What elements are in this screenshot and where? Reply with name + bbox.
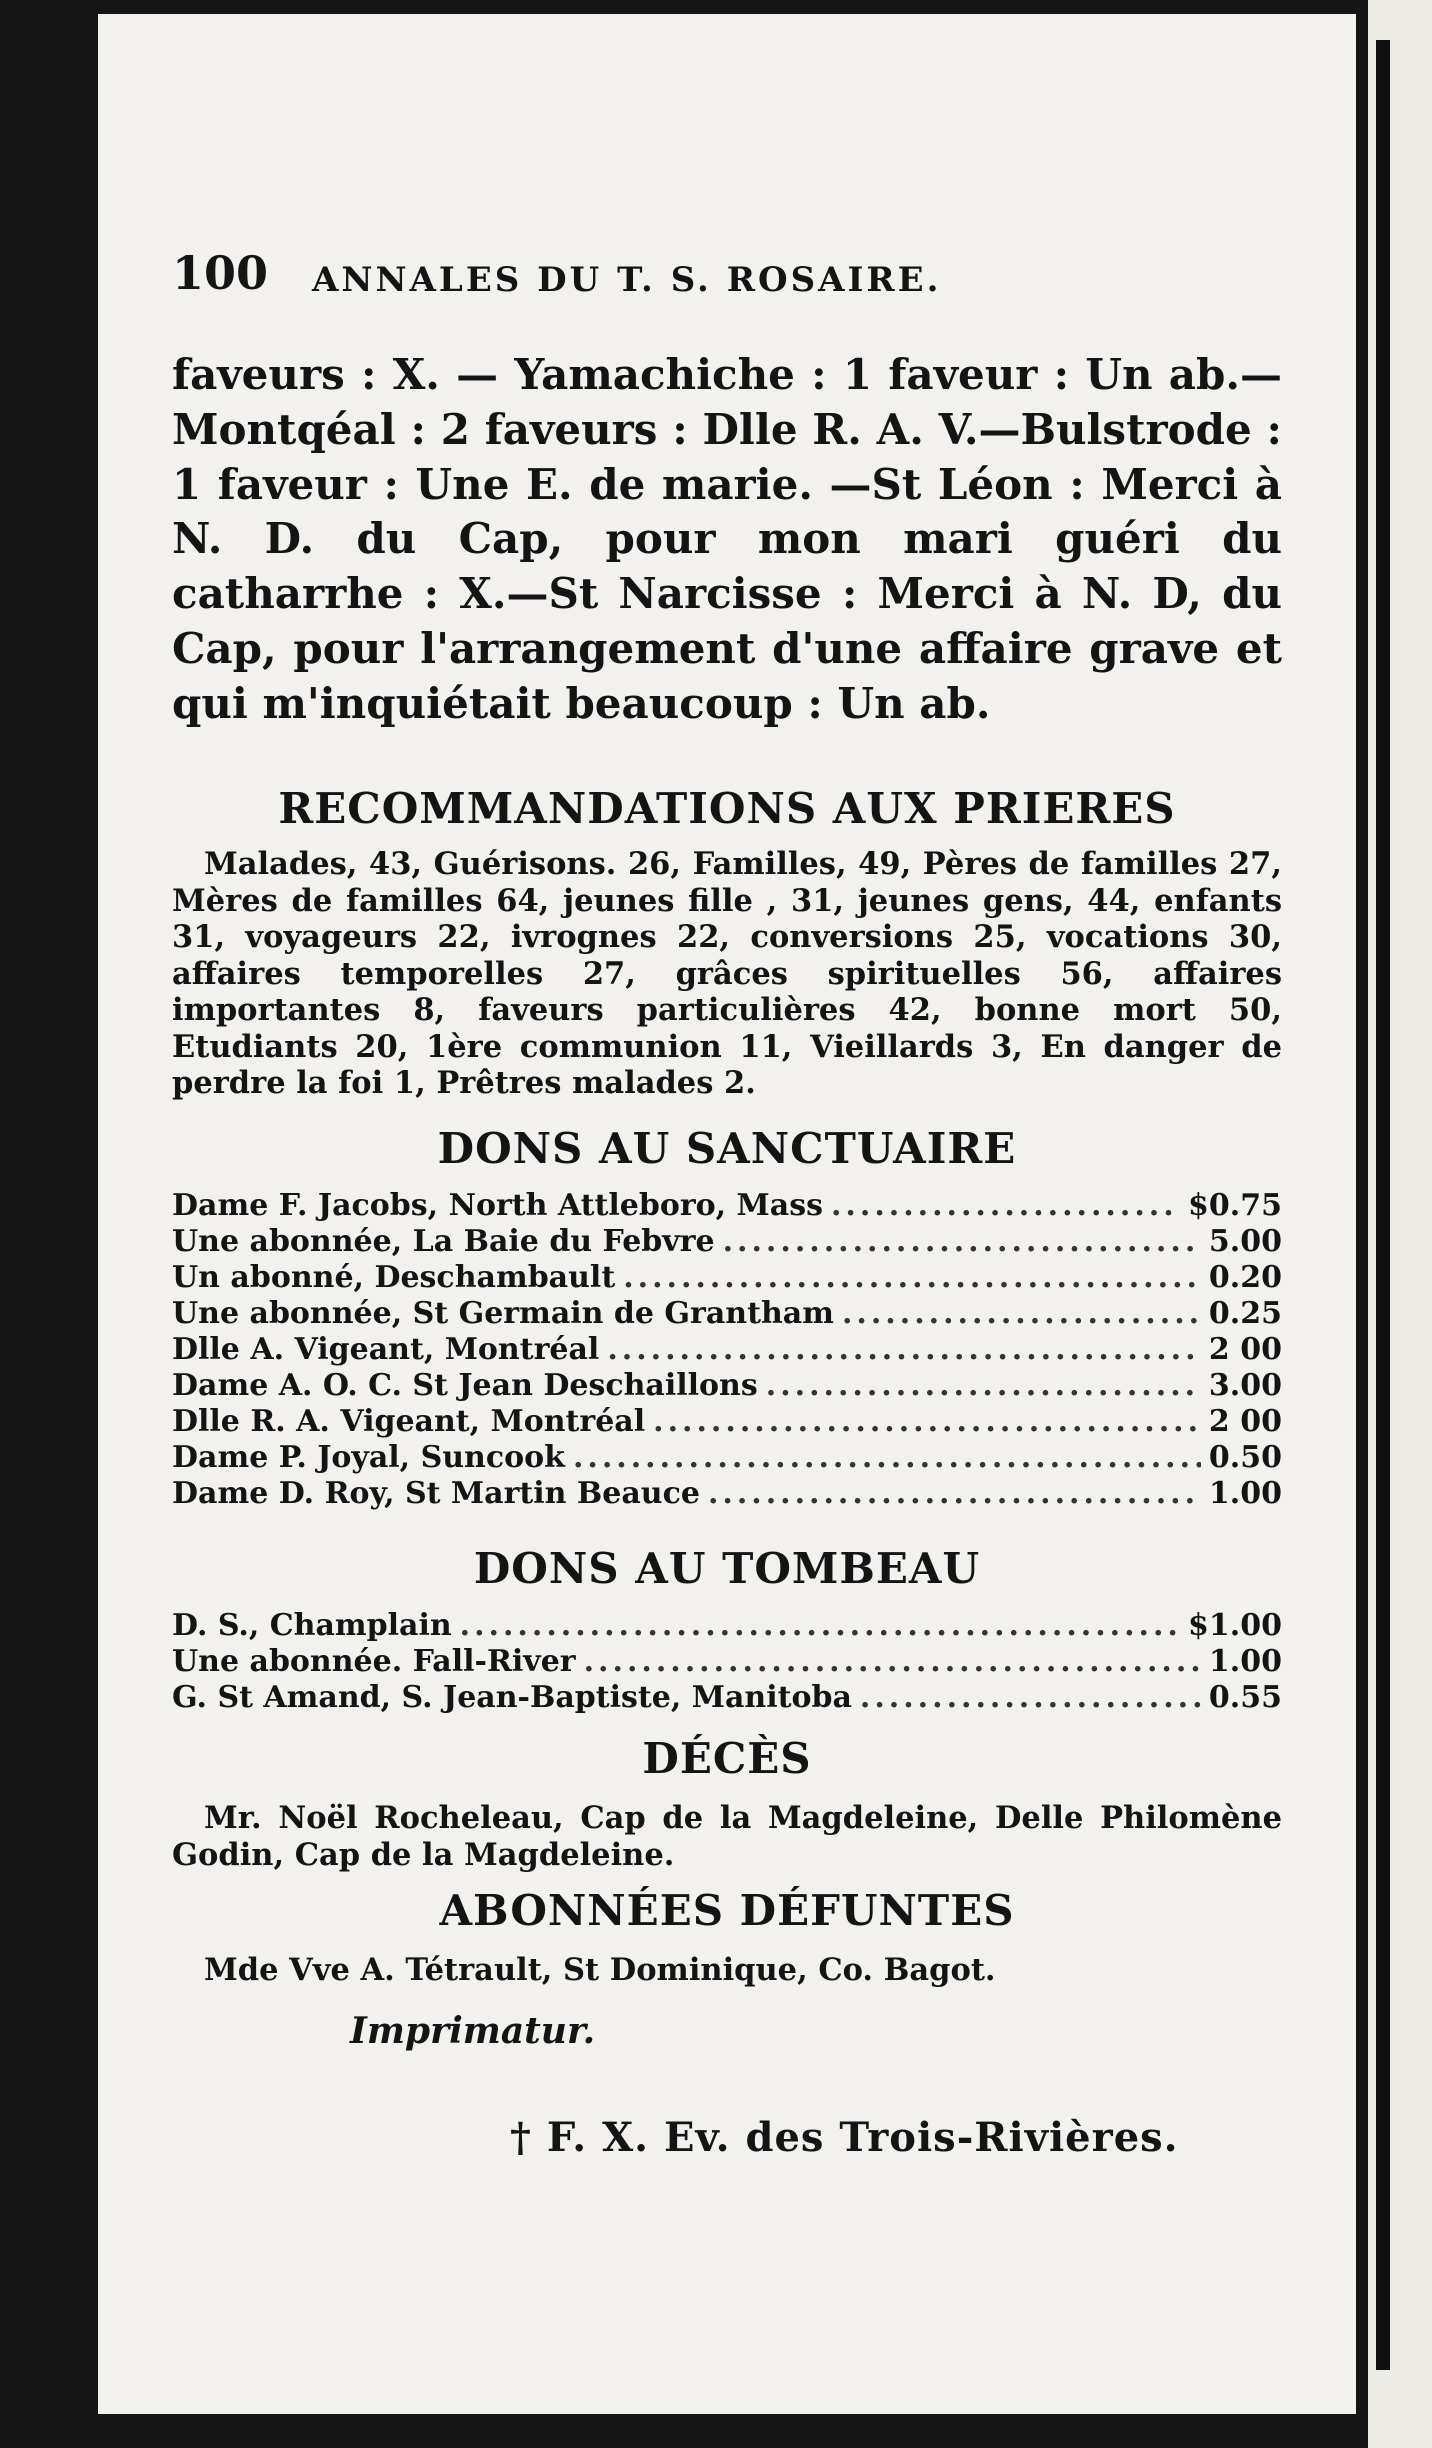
- deces-title: DÉCÈS: [642, 1734, 812, 1783]
- donor-name: Un abonné, Deschambault: [172, 1260, 616, 1295]
- leader-dots: [860, 1680, 1201, 1716]
- book-page: [98, 14, 1356, 2414]
- dons-tombeau-list: [172, 1608, 1282, 1716]
- dons-tombeau-title: DONS AU TOMBEAU: [473, 1544, 981, 1593]
- recommandations-title: RECOMMANDATIONS AUX PRIERES: [278, 784, 1176, 833]
- donor-name: Une abonnée, La Baie du Febvre: [172, 1224, 715, 1259]
- donation-amount: 0.25: [1208, 1296, 1282, 1331]
- don-row: [172, 1296, 1282, 1332]
- donation-amount: 2 00: [1208, 1332, 1282, 1367]
- don-row: [172, 1260, 1282, 1296]
- donor-name: Dame A. O. C. St Jean Deschaillons: [172, 1368, 758, 1403]
- leader-dots: [723, 1224, 1201, 1260]
- don-row: [172, 1644, 1282, 1680]
- don-row: [172, 1608, 1282, 1644]
- donation-amount: 5.00: [1208, 1224, 1282, 1259]
- abonnees-defuntes-text: Mde Vve A. Tétrault, St Dominique, Co. Bagot.: [204, 1952, 996, 1988]
- don-row: [172, 1476, 1282, 1512]
- donation-amount: 1.00: [1208, 1476, 1282, 1511]
- donor-name: Une abonnée. Fall-River: [172, 1644, 576, 1679]
- leader-dots: [623, 1260, 1201, 1296]
- leader-dots: [842, 1296, 1201, 1332]
- dons-sanctuaire-list: [172, 1188, 1282, 1512]
- donor-name: Dame F. Jacobs, North Attleboro, Mass: [172, 1188, 823, 1223]
- donation-amount: $1.00: [1188, 1608, 1282, 1643]
- donation-amount: $0.75: [1188, 1188, 1282, 1223]
- faveurs-paragraph: faveurs : X. — Yamachiche : 1 faveur : Un ab.—Montqéal : 2 faveurs : Dlle R. A. V.—Bulstrode : 1 faveur : Une E. de marie. —St Léon : Merci à N. D. du Cap, pour mon mari guéri du catharrhe : X.—St Narcisse : Merci à N. D, du Cap, pour l'arrangement d'une affaire grave et qui m'inquiétait beaucoup : Un ab.: [172, 350, 1282, 728]
- recommandations-text: Malades, 43, Guérisons. 26, Familles, 49, Pères de familles 27, Mères de familles 64, jeunes fille , 31, jeunes gens, 44, enfants 31, voyageurs 22, ivrognes 22, conversions 25, vocations 30, affaires temporelles 27, grâces spirituelles 56, affaires importantes 8, faveurs particulières 42, bonne mort 50, Etudiants 20, 1ère communion 11, Vieillards 3, En danger de perdre la foi 1, Prêtres malades 2.: [172, 846, 1282, 1101]
- donation-amount: 3.00: [1208, 1368, 1282, 1403]
- donation-amount: 1.00: [1208, 1644, 1282, 1679]
- donor-name: Dame D. Roy, St Martin Beauce: [172, 1476, 700, 1511]
- running-head: ANNALES DU T. S. ROSAIRE.: [312, 260, 942, 300]
- donor-name: Une abonnée, St Germain de Grantham: [172, 1296, 834, 1331]
- leader-dots: [607, 1332, 1201, 1368]
- adjacent-page-edge: [1368, 0, 1432, 2448]
- leader-dots: [708, 1476, 1201, 1512]
- binding-shadow: [1376, 40, 1390, 2370]
- deces-text: Mr. Noël Rocheleau, Cap de la Magdeleine, Delle Philomène Godin, Cap de la Magdeleine.: [172, 1800, 1282, 1873]
- abonnees-defuntes-title: ABONNÉES DÉFUNTES: [439, 1886, 1015, 1935]
- donor-name: G. St Amand, S. Jean-Baptiste, Manitoba: [172, 1680, 852, 1715]
- imprimatur: Imprimatur.: [350, 2010, 596, 2052]
- don-row: [172, 1440, 1282, 1476]
- leader-dots: [653, 1404, 1201, 1440]
- don-row: [172, 1224, 1282, 1260]
- donor-name: Dame P. Joyal, Suncook: [172, 1440, 565, 1475]
- donation-amount: 0.20: [1208, 1260, 1282, 1295]
- donation-amount: 0.50: [1208, 1440, 1282, 1475]
- page-number: 100: [172, 246, 269, 300]
- don-row: [172, 1368, 1282, 1404]
- leader-dots: [460, 1608, 1180, 1644]
- bishop-signature: † F. X. Ev. des Trois-Rivières.: [510, 2114, 1179, 2161]
- donation-amount: 0.55: [1208, 1680, 1282, 1715]
- leader-dots: [766, 1368, 1201, 1404]
- dons-sanctuaire-title: DONS AU SANCTUAIRE: [437, 1124, 1017, 1173]
- donor-name: Dlle A. Vigeant, Montréal: [172, 1332, 600, 1367]
- don-row: [172, 1332, 1282, 1368]
- leader-dots: [584, 1644, 1201, 1680]
- don-row: [172, 1680, 1282, 1716]
- don-row: [172, 1188, 1282, 1224]
- page-header: [172, 246, 1172, 316]
- donor-name: Dlle R. A. Vigeant, Montréal: [172, 1404, 646, 1439]
- leader-dots: [573, 1440, 1201, 1476]
- don-row: [172, 1404, 1282, 1440]
- donation-amount: 2 00: [1208, 1404, 1282, 1439]
- leader-dots: [831, 1188, 1180, 1224]
- donor-name: D. S., Champlain: [172, 1608, 452, 1643]
